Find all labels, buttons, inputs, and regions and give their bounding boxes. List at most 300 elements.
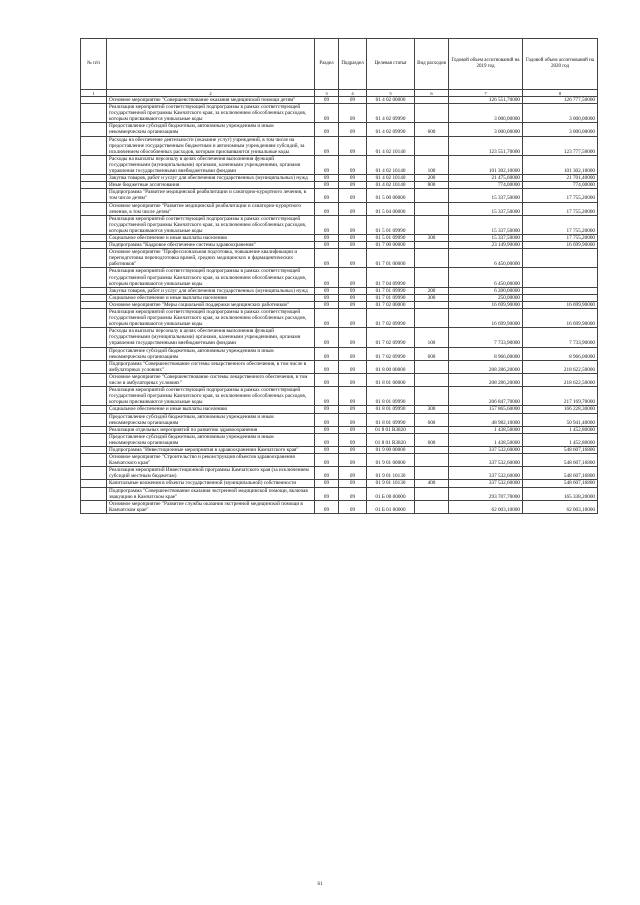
row-num-cell [81, 294, 107, 301]
target-article-cell: 01 5 04 00000 [367, 202, 415, 215]
expense-type-cell: 100 [415, 328, 449, 347]
target-article-cell: 01 8 01 R3820 [367, 433, 415, 446]
header-name [107, 39, 315, 90]
podrazdel-cell: 09 [339, 480, 367, 487]
column-number-row [81, 90, 598, 97]
table-body [81, 97, 598, 514]
item-name-cell: Предоставление субсидий бюджетным, автономным учреждениям и иным некоммерческим организациям [107, 123, 315, 136]
row-num-cell [81, 406, 107, 413]
expense-type-cell [415, 446, 449, 453]
table-row [81, 446, 598, 453]
razdel-cell: 09 [315, 155, 339, 174]
item-name-cell: Реализация мероприятий соответствующей подпрограммы в рамках соответствующей государственной программы Камчатского края, за исключением обособленных расходов, которым присваиваются уникальные коды [107, 268, 315, 287]
column-number: 1 [81, 90, 107, 97]
podrazdel-cell: 09 [339, 406, 367, 413]
row-num-cell [81, 413, 107, 426]
expense-type-cell [415, 136, 449, 155]
item-name-cell: Основное мероприятие "Развитие медицинской реабилитации и санаторно-курортного лечения, в том числе детям" [107, 202, 315, 215]
row-num-cell [81, 234, 107, 241]
expense-type-cell [415, 215, 449, 234]
item-name-cell: Реализация мероприятий соответствующей подпрограммы в рамках соответствующей государственной программы Камчатского края, за исключением обособленных расходов, которым присваиваются уникальные коды [107, 309, 315, 328]
table-row [81, 104, 598, 123]
expense-type-cell: 600 [415, 347, 449, 360]
podrazdel-cell: 09 [339, 155, 367, 174]
razdel-cell: 09 [315, 480, 339, 487]
razdel-cell: 09 [315, 487, 339, 500]
razdel-cell: 09 [315, 97, 339, 104]
expense-type-cell [415, 268, 449, 287]
razdel-cell: 09 [315, 123, 339, 136]
expense-type-cell: 600 [415, 123, 449, 136]
razdel-cell: 09 [315, 328, 339, 347]
table-row [81, 413, 598, 426]
volume-2020-cell [523, 268, 598, 287]
table-row [81, 287, 598, 294]
item-name-cell: Основное мероприятие "Совершенствование оказания медицинской помощи детям" [107, 97, 315, 104]
target-article-cell: 01 8 01 09990 [367, 387, 415, 406]
target-article-cell: 01 Б 01 00000 [367, 500, 415, 513]
column-number: 4 [339, 90, 367, 97]
expense-type-cell [415, 249, 449, 268]
item-name-cell: Основное мероприятие "Строительство и реконструкция объектов здравоохранения Камчатского края" [107, 454, 315, 467]
table-row [81, 347, 598, 360]
item-name-cell: Основное мероприятие "Совершенствование системы лекарственного обеспечения, в том числе в амбулаторных условиях" [107, 373, 315, 386]
item-name-cell: Социальное обеспечение и иные выплаты населению [107, 234, 315, 241]
volume-2020-cell: 548 607,16800 [523, 480, 598, 487]
target-article-cell: 01 7 02 09990 [367, 309, 415, 328]
expense-type-cell: 800 [415, 182, 449, 189]
volume-2020-cell: 126 777,50000 [523, 97, 598, 104]
row-num-cell [81, 426, 107, 433]
razdel-cell: 09 [315, 467, 339, 480]
expense-type-cell [415, 426, 449, 433]
podrazdel-cell: 09 [339, 182, 367, 189]
target-article-cell: 01 9 01 00000 [367, 454, 415, 467]
razdel-cell: 09 [315, 406, 339, 413]
target-article-cell: 01 7 02 00000 [367, 301, 415, 308]
table-row [81, 328, 598, 347]
razdel-cell: 09 [315, 287, 339, 294]
podrazdel-cell: 09 [339, 301, 367, 308]
volume-2020-cell: 774,00000 [523, 182, 598, 189]
volume-2020-cell: 123 777,50000 [523, 136, 598, 155]
item-name-cell: Подпрограмма "Совершенствование оказания экстренной медицинской помощи, включая эвакуацию в Камчатском крае" [107, 487, 315, 500]
table-row [81, 387, 598, 406]
volume-2019-cell: 7 733,90000 [449, 328, 523, 347]
target-article-cell: 01 9 00 00000 [367, 446, 415, 453]
item-name-cell: Основное мероприятие "Меры социальной поддержки медицинских работников" [107, 301, 315, 308]
volume-2020-cell: 218 622,50000 [523, 373, 598, 386]
razdel-cell: 09 [315, 387, 339, 406]
target-article-cell: 01 8 01 00000 [367, 373, 415, 386]
podrazdel-cell: 09 [339, 249, 367, 268]
table-header-row [81, 39, 598, 90]
razdel-cell: 09 [315, 294, 339, 301]
row-num-cell [81, 446, 107, 453]
expense-type-cell [415, 189, 449, 202]
row-num-cell [81, 175, 107, 182]
target-article-cell: 01 7 02 09990 [367, 328, 415, 347]
volume-2020-cell: 16 699,90000 [523, 301, 598, 308]
target-article-cell: 01 4 02 10140 [367, 175, 415, 182]
expense-type-cell [415, 373, 449, 386]
header-podrazdel: Подраздел [339, 39, 367, 90]
podrazdel-cell: 09 [339, 360, 367, 373]
podrazdel-cell: 09 [339, 387, 367, 406]
volume-2020-cell: 548 607,16800 [523, 454, 598, 467]
razdel-cell: 09 [315, 433, 339, 446]
expense-type-cell [415, 487, 449, 500]
razdel-cell: 09 [315, 360, 339, 373]
razdel-cell: 09 [315, 234, 339, 241]
volume-2020-cell: 548 607,16800 [523, 467, 598, 480]
volume-2020-cell: 3 000,00000 [523, 104, 598, 123]
row-num-cell [81, 97, 107, 104]
table-row [81, 487, 598, 500]
podrazdel-cell: 09 [339, 500, 367, 513]
table-row [81, 189, 598, 202]
table-row [81, 480, 598, 487]
budget-table [80, 38, 598, 514]
item-name-cell: Реализация мероприятий Инвестиционной программы Камчатского края (за исключением субсидий местным бюджетам) [107, 467, 315, 480]
podrazdel-cell: 09 [339, 454, 367, 467]
table-row [81, 123, 598, 136]
expense-type-cell: 200 [415, 175, 449, 182]
row-num-cell [81, 387, 107, 406]
expense-type-cell [415, 309, 449, 328]
podrazdel-cell: 09 [339, 268, 367, 287]
expense-type-cell [415, 360, 449, 373]
expense-type-cell [415, 242, 449, 249]
volume-2019-cell: 157 865,60000 [449, 406, 523, 413]
target-article-cell: 01 4 02 09990 [367, 123, 415, 136]
volume-2020-cell: 3 000,00000 [523, 123, 598, 136]
volume-2020-cell [523, 249, 598, 268]
volume-2020-cell: 1 452,80000 [523, 426, 598, 433]
volume-2020-cell: 62 003,10000 [523, 500, 598, 513]
table-row [81, 242, 598, 249]
item-name-cell: Подпрограмма "Развитие медицинской реабилитации и санаторно-курортного лечения, в том числе детям" [107, 189, 315, 202]
volume-2020-cell: 101 302,10000 [523, 155, 598, 174]
podrazdel-cell: 09 [339, 189, 367, 202]
volume-2019-cell: 1 438,50000 [449, 426, 523, 433]
razdel-cell: 09 [315, 202, 339, 215]
item-name-cell: Подпрограмма "Инвестиционные мероприятия в здравоохранении Камчатского края" [107, 446, 315, 453]
volume-2019-cell: 62 003,10000 [449, 500, 523, 513]
row-num-cell [81, 123, 107, 136]
row-num-cell [81, 328, 107, 347]
podrazdel-cell: 09 [339, 136, 367, 155]
expense-type-cell: 200 [415, 287, 449, 294]
table-row [81, 294, 598, 301]
razdel-cell: 09 [315, 373, 339, 386]
volume-2019-cell: 206 847,70000 [449, 387, 523, 406]
razdel-cell: 09 [315, 136, 339, 155]
volume-2019-cell: 6 450,00000 [449, 268, 523, 287]
row-num-cell [81, 487, 107, 500]
header-volume-2020: Годовой объем ассигнований на 2020 год [523, 39, 598, 90]
razdel-cell: 09 [315, 215, 339, 234]
row-num-cell [81, 287, 107, 294]
target-article-cell: 01 7 02 09990 [367, 347, 415, 360]
table-row [81, 249, 598, 268]
podrazdel-cell: 09 [339, 97, 367, 104]
item-name-cell: Подпрограмма "Совершенствование системы лекарственного обеспечения, в том числе в амбулаторных условиях" [107, 360, 315, 373]
volume-2019-cell: 3 000,00000 [449, 104, 523, 123]
item-name-cell: Иные бюджетные ассигнования [107, 182, 315, 189]
header-razdel: Раздел [315, 39, 339, 90]
volume-2020-cell: 16 699,90000 [523, 242, 598, 249]
column-number: 5 [367, 90, 415, 97]
target-article-cell: 01 5 01 09990 [367, 234, 415, 241]
volume-2019-cell: 293 707,70000 [449, 487, 523, 500]
expense-type-cell [415, 97, 449, 104]
volume-2019-cell: 15 337,50000 [449, 189, 523, 202]
table-row [81, 301, 598, 308]
target-article-cell: 01 7 01 00000 [367, 249, 415, 268]
podrazdel-cell: 09 [339, 294, 367, 301]
volume-2019-cell: 15 337,50000 [449, 215, 523, 234]
row-num-cell [81, 189, 107, 202]
volume-2019-cell: 16 699,90000 [449, 301, 523, 308]
target-article-cell: 01 7 04 09990 [367, 268, 415, 287]
table-row [81, 97, 598, 104]
row-num-cell [81, 268, 107, 287]
item-name-cell: Реализация мероприятий соответствующей подпрограммы в рамках соответствующей государственной программы Камчатского края, за исключением обособленных расходов, которым присваиваются уникальные коды [107, 215, 315, 234]
item-name-cell: Закупка товаров, работ и услуг для обеспечения государственных (муниципальных) нужд [107, 287, 315, 294]
item-name-cell: Закупка товаров, работ и услуг для обеспечения государственных (муниципальных) нужд [107, 175, 315, 182]
volume-2019-cell: 123 551,70000 [449, 136, 523, 155]
target-article-cell: 01 8 01 09990 [367, 413, 415, 426]
razdel-cell: 09 [315, 347, 339, 360]
volume-2020-cell: 217 169,70000 [523, 387, 598, 406]
expense-type-cell: 300 [415, 406, 449, 413]
table-row [81, 182, 598, 189]
target-article-cell: 01 8 01 R3820 [367, 426, 415, 433]
volume-2019-cell: 16 699,90000 [449, 309, 523, 328]
column-number: 8 [523, 90, 598, 97]
podrazdel-cell: 09 [339, 433, 367, 446]
expense-type-cell: 100 [415, 155, 449, 174]
razdel-cell: 09 [315, 500, 339, 513]
volume-2020-cell: 21 701,40000 [523, 175, 598, 182]
row-num-cell [81, 500, 107, 513]
column-number: 3 [315, 90, 339, 97]
row-num-cell [81, 249, 107, 268]
volume-2019-cell: 23 149,90000 [449, 242, 523, 249]
podrazdel-cell: 09 [339, 104, 367, 123]
podrazdel-cell: 09 [339, 413, 367, 426]
volume-2019-cell: 3 000,00000 [449, 123, 523, 136]
item-name-cell: Расходы на выплаты персоналу в целях обеспечения выполнения функций государственными (муниципальными) органами, казенными учреждениями, органами управления государственными внебюджетными фондами [107, 328, 315, 347]
volume-2020-cell [523, 294, 598, 301]
table-row [81, 215, 598, 234]
column-number: 6 [415, 90, 449, 97]
table-row [81, 500, 598, 513]
volume-2019-cell: 101 302,10000 [449, 155, 523, 174]
expense-type-cell: 300 [415, 294, 449, 301]
item-name-cell: Основное мероприятие "Профессиональная подготовка, повышение квалификации и переподготовка переподготовка врачей, средних медицинских и фармацевтических работников" [107, 249, 315, 268]
row-num-cell [81, 301, 107, 308]
expense-type-cell [415, 387, 449, 406]
target-article-cell: 01 5 00 00000 [367, 189, 415, 202]
row-num-cell [81, 202, 107, 215]
row-num-cell [81, 373, 107, 386]
volume-2019-cell: 337 532,60000 [449, 467, 523, 480]
target-article-cell: 01 4 02 10140 [367, 155, 415, 174]
razdel-cell: 09 [315, 301, 339, 308]
row-num-cell [81, 454, 107, 467]
volume-2020-cell: 16 699,90000 [523, 309, 598, 328]
item-name-cell: Основное мероприятие "Развитие службы оказания экстренной медицинской помощи в Камчатском крае" [107, 500, 315, 513]
target-article-cell: 01 4 02 09990 [367, 104, 415, 123]
row-num-cell [81, 480, 107, 487]
header-expense-type: Вид расходов [415, 39, 449, 90]
podrazdel-cell: 09 [339, 242, 367, 249]
target-article-cell: 01 8 01 09990 [367, 406, 415, 413]
expense-type-cell: 600 [415, 413, 449, 426]
target-article-cell: 01 7 01 09990 [367, 287, 415, 294]
item-name-cell: Реализация отдельных мероприятий по развитию здравоохранения [107, 426, 315, 433]
row-num-cell [81, 136, 107, 155]
volume-2020-cell: 7 733,90000 [523, 328, 598, 347]
item-name-cell: Предоставление субсидий бюджетным, автономным учреждениям и иным некоммерческим организациям [107, 413, 315, 426]
row-num-cell [81, 467, 107, 480]
podrazdel-cell: 09 [339, 373, 367, 386]
item-name-cell: Подпрограмма "Кадровое обеспечение системы здравоохранения" [107, 242, 315, 249]
row-num-cell [81, 215, 107, 234]
podrazdel-cell: 09 [339, 347, 367, 360]
volume-2019-cell: 21 475,60000 [449, 175, 523, 182]
target-article-cell: 01 9 01 10130 [367, 480, 415, 487]
volume-2019-cell: 1 438,50000 [449, 433, 523, 446]
expense-type-cell: 600 [415, 433, 449, 446]
target-article-cell: 01 4 02 10140 [367, 136, 415, 155]
podrazdel-cell: 09 [339, 287, 367, 294]
volume-2019-cell: 337 532,60000 [449, 480, 523, 487]
table-row [81, 309, 598, 328]
table-row [81, 373, 598, 386]
item-name-cell: Капитальные вложения в объекты государственной (муниципальной) собственности [107, 480, 315, 487]
target-article-cell: 01 7 01 09990 [367, 294, 415, 301]
razdel-cell: 09 [315, 242, 339, 249]
volume-2020-cell: 17 755,20000 [523, 189, 598, 202]
table-row [81, 454, 598, 467]
volume-2019-cell: 126 551,70000 [449, 97, 523, 104]
podrazdel-cell: 09 [339, 215, 367, 234]
row-num-cell [81, 347, 107, 360]
volume-2019-cell: 6 450,00000 [449, 249, 523, 268]
table-row [81, 426, 598, 433]
target-article-cell: 01 4 02 10140 [367, 182, 415, 189]
expense-type-cell: 300 [415, 234, 449, 241]
podrazdel-cell: 09 [339, 446, 367, 453]
table-row [81, 268, 598, 287]
volume-2019-cell: 48 982,10000 [449, 413, 523, 426]
podrazdel-cell: 09 [339, 328, 367, 347]
item-name-cell: Реализация мероприятий соответствующей подпрограммы в рамках соответствующей государственной программы Камчатского края, за исключением обособленных расходов, которым присваиваются уникальные коды [107, 104, 315, 123]
row-num-cell [81, 242, 107, 249]
volume-2020-cell: 17 755,20000 [523, 234, 598, 241]
table-row [81, 234, 598, 241]
column-number: 2 [107, 90, 315, 97]
target-article-cell: 01 Б 00 00000 [367, 487, 415, 500]
target-article-cell: 01 9 01 10130 [367, 467, 415, 480]
razdel-cell: 09 [315, 189, 339, 202]
razdel-cell: 09 [315, 426, 339, 433]
volume-2019-cell: 6 200,00000 [449, 287, 523, 294]
item-name-cell: Расходы на выплаты персоналу в целях обеспечения выполнения функций государственными (муниципальными) органами, казенными учреждениями, органами управления государственными внебюджетными фондами [107, 155, 315, 174]
volume-2020-cell: 17 755,20000 [523, 202, 598, 215]
volume-2020-cell: 17 755,20000 [523, 215, 598, 234]
row-num-cell [81, 309, 107, 328]
podrazdel-cell: 09 [339, 487, 367, 500]
volume-2020-cell: 1 452,80000 [523, 433, 598, 446]
razdel-cell: 09 [315, 175, 339, 182]
razdel-cell: 09 [315, 413, 339, 426]
expense-type-cell: 400 [415, 480, 449, 487]
target-article-cell: 01 5 01 09990 [367, 215, 415, 234]
razdel-cell: 09 [315, 249, 339, 268]
volume-2020-cell: 548 607,16800 [523, 446, 598, 453]
volume-2020-cell: 8 966,00000 [523, 347, 598, 360]
volume-2019-cell: 337 532,60000 [449, 446, 523, 453]
razdel-cell: 09 [315, 446, 339, 453]
target-article-cell: 01 7 00 00000 [367, 242, 415, 249]
volume-2020-cell [523, 287, 598, 294]
volume-2020-cell: 218 622,50000 [523, 360, 598, 373]
table-row [81, 433, 598, 446]
item-name-cell: Реализация мероприятий соответствующей подпрограммы в рамках соответствующей государственной программы Камчатского края, за исключением обособленных расходов, которым присваиваются уникальные коды [107, 387, 315, 406]
podrazdel-cell: 09 [339, 309, 367, 328]
row-num-cell [81, 182, 107, 189]
table-row [81, 175, 598, 182]
table-row [81, 202, 598, 215]
header-target-article: Целевая статья [367, 39, 415, 90]
header-volume-2019: Годовой объем ассигнований на 2019 год [449, 39, 523, 90]
table-row [81, 360, 598, 373]
podrazdel-cell: 09 [339, 175, 367, 182]
row-num-cell [81, 433, 107, 446]
row-num-cell [81, 360, 107, 373]
volume-2019-cell: 208 286,20000 [449, 360, 523, 373]
volume-2019-cell: 15 337,50000 [449, 202, 523, 215]
volume-2019-cell: 15 337,50000 [449, 234, 523, 241]
razdel-cell: 09 [315, 104, 339, 123]
volume-2020-cell: 165 338,20000 [523, 487, 598, 500]
expense-type-cell [415, 301, 449, 308]
table-row [81, 136, 598, 155]
column-number: 7 [449, 90, 523, 97]
item-name-cell: Социальное обеспечение и иные выплаты населению [107, 406, 315, 413]
header-num: № п/п [81, 39, 107, 90]
table-row [81, 155, 598, 174]
expense-type-cell [415, 202, 449, 215]
target-article-cell: 01 8 00 00000 [367, 360, 415, 373]
expense-type-cell [415, 104, 449, 123]
item-name-cell: Расходы на обеспечение деятельности (оказание услуг) учреждений, в том числе на предоставление государственным бюджетным и автономным учреждениям субсидий, за исключением обособленных расходов, которым присваиваются уникальные коды [107, 136, 315, 155]
podrazdel-cell: 09 [339, 426, 367, 433]
item-name-cell: Предоставление субсидий бюджетным, автономным учреждениям и иным некоммерческим организациям [107, 347, 315, 360]
razdel-cell: 09 [315, 309, 339, 328]
razdel-cell: 09 [315, 454, 339, 467]
razdel-cell: 09 [315, 268, 339, 287]
razdel-cell: 09 [315, 182, 339, 189]
expense-type-cell [415, 454, 449, 467]
volume-2019-cell: 337 532,60000 [449, 454, 523, 467]
volume-2019-cell: 8 966,00000 [449, 347, 523, 360]
target-article-cell: 01 4 02 00000 [367, 97, 415, 104]
